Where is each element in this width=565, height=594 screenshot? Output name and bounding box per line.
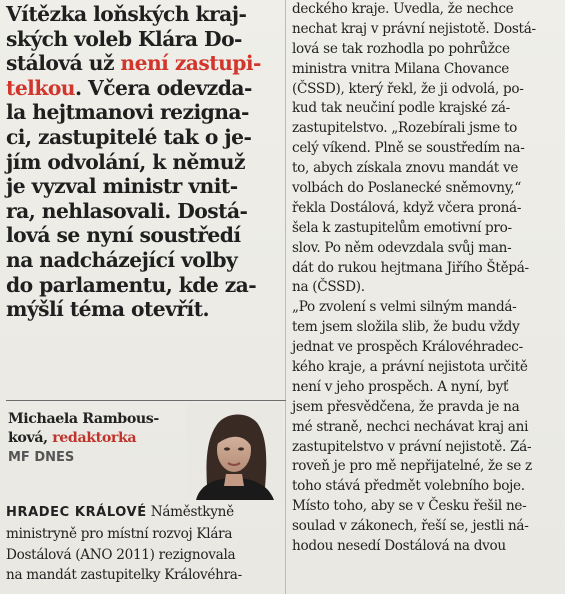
lead-line [6, 76, 278, 101]
lead-line: mýšlí téma otevřít. [6, 297, 210, 322]
body-line: „Po zvolení s velmi silným mandá- [292, 299, 517, 316]
body-line: roveň je pro mě nepřijatelné, že se z [292, 458, 532, 475]
body-line: celý víkend. Plně se soustředím na- [292, 140, 525, 157]
body-line: tem jsem složila slib, že budu vždy [292, 319, 520, 336]
lead-line: jím odvolání, k němuž [6, 149, 245, 174]
lead-line: na nadcházející volby [6, 247, 238, 272]
body-line: ministryně pro místní rozvoj Klára [6, 525, 233, 542]
dateline: HRADEC KRÁLOVÉ [6, 505, 147, 520]
column-divider [285, 0, 286, 594]
lead-line: do parlamentu, kde za- [6, 272, 257, 297]
body-line: jsem přesvědčena, že pravda je na [292, 398, 520, 415]
lead-line: je vyzval ministr vnit- [6, 174, 238, 199]
body-line: hodou nesedí Dostálová na dvou [292, 538, 506, 555]
right-column [292, 0, 560, 557]
author-outlet: MF DNES [8, 450, 75, 465]
body-line: na mandát zastupitelky Královéhra- [6, 567, 242, 584]
body-line: není v jeho prospěch. A nyní, byť [292, 378, 509, 395]
body-line: šela k zastupitelům emotivní pro- [292, 219, 512, 236]
body-line: Místo toho, aby se v Česku řešil ne- [292, 498, 527, 515]
body-line: mé straně, nechci nechávat kraj ani [292, 418, 529, 435]
lead-line: la hejtmanovi rezigna- [6, 100, 249, 125]
author-photo [186, 404, 282, 500]
highlight-text: telkou [6, 75, 76, 100]
body-line [6, 502, 284, 524]
author-name: Michaela Rambous- [8, 411, 159, 427]
body-line: lová se tak rozhodla po pohrůžce [292, 40, 510, 57]
body-line: ministra vnitra Milana Chovance [292, 60, 510, 77]
author-byline [8, 410, 178, 467]
author-box [6, 400, 286, 502]
body-line: zastupitelstvo. „Rozebírali jsme to [292, 120, 518, 137]
body-line: kud tak neučiní podle krajské zá- [292, 100, 510, 117]
body-line: nechat kraj v právní nejistotě. Dostá- [292, 20, 536, 37]
body-line: slov. Po něm odevzdala svůj man- [292, 239, 512, 256]
body-line: jednat ve prospěch Královéhradec- [292, 339, 523, 356]
lead-line-text: . Včera odevzda- [75, 75, 252, 100]
body-line: kého kraje, a právní nejistota určitě [292, 359, 528, 376]
body-line: Dostálová (ANO 2011) rezignovala [6, 546, 236, 563]
lead-line: Vítězka loňských kraj- [6, 2, 247, 26]
lead-line [6, 51, 278, 76]
lead-line: ci, zastupitelé tak o je- [6, 124, 252, 149]
lead-line: ra, nehlasovali. Dostá- [6, 198, 248, 223]
body-line: to, abych získala znovu mandát ve [292, 160, 519, 177]
body-line: (ČSSD), který řekl, že ji odvolá, po- [292, 80, 524, 97]
author-role: redaktorka [52, 430, 137, 446]
body-line: volbách do Poslanecké sněmovny,“ [292, 180, 521, 197]
lead-line-text: stálová už [6, 51, 121, 76]
body-line: zastupitelstvo v právní nejistotě. Zá- [292, 438, 532, 455]
body-text-left [6, 502, 284, 586]
lead-line: ských voleb Klára Do- [6, 26, 242, 51]
body-line: řekla Dostálová, když včera proná- [292, 199, 522, 216]
author-name: ková, [8, 430, 48, 446]
body-line: toho stává předmět volebního boje. [292, 478, 525, 495]
body-line: deckého kraje. Uvedla, že nechce [292, 1, 514, 17]
lead-line: lová se nyní soustředí [6, 223, 241, 248]
body-line-text: Náměstkyně [146, 504, 234, 520]
body-line: na (ČSSD). [292, 279, 365, 296]
highlight-text: není zastupi- [120, 51, 261, 76]
lead-paragraph [6, 2, 278, 322]
body-line: dát do rukou hejtmana Jiřího Štěpá- [292, 259, 529, 276]
body-line: soulad v zákonech, řeší se, jestli ná- [292, 518, 529, 535]
divider-rule [6, 400, 286, 401]
